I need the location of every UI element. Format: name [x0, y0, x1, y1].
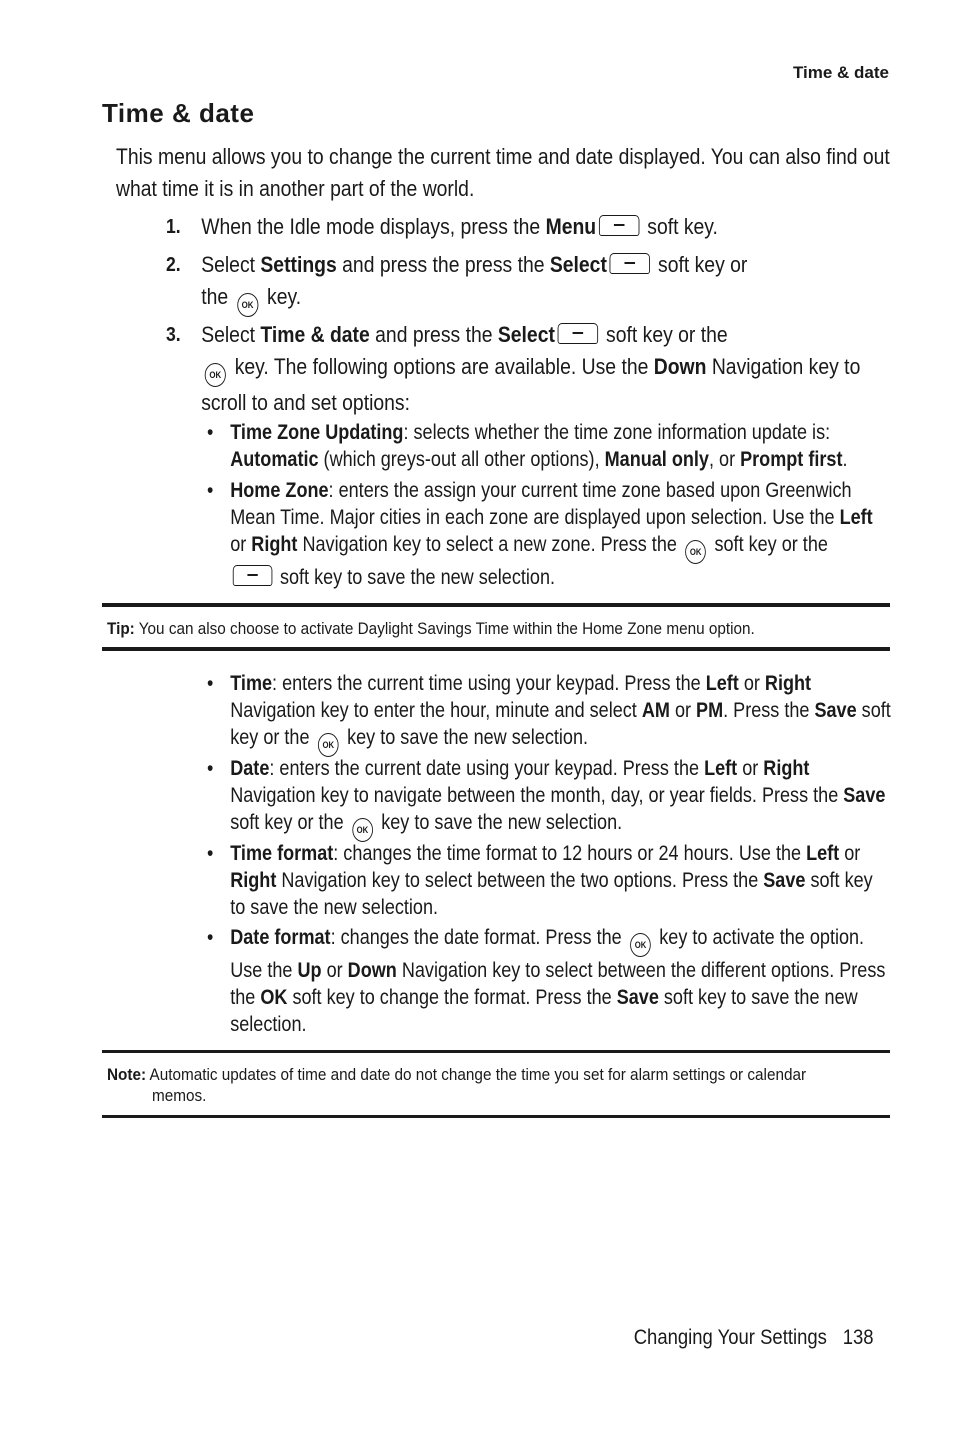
text: Navigation key to enter the hour, minute and select	[230, 699, 642, 722]
bullet-dot: •	[207, 479, 214, 502]
text: and press the	[369, 322, 498, 347]
step-number: 2.	[166, 254, 181, 276]
option-label: Date	[230, 757, 270, 780]
text-bold: Right	[764, 672, 812, 695]
down-label: Down	[653, 354, 707, 379]
page-number: 138	[843, 1326, 874, 1349]
text: When the Idle mode displays, press the	[201, 214, 546, 239]
text: soft key to change the format. Press the	[287, 986, 617, 1009]
text-bold: Save	[763, 869, 806, 892]
text: : changes the time format to 12 hours or 24 hours. Use the	[333, 842, 807, 865]
text: soft key to save the new selection.	[230, 869, 873, 919]
option-label: Home Zone	[230, 479, 329, 502]
text: or	[321, 959, 348, 982]
option-label: Time Zone Updating	[230, 421, 404, 444]
note-callout	[107, 1064, 818, 1106]
text-bold: Down	[347, 959, 397, 982]
tip-top-rule	[102, 603, 890, 607]
bullet-text	[230, 840, 892, 921]
text: or	[230, 533, 252, 556]
note-label: Note:	[107, 1065, 147, 1084]
select-label: Select	[497, 322, 555, 347]
text: or	[839, 842, 861, 865]
tip-label: Tip:	[107, 619, 135, 638]
text: Navigation key to scroll to and set options:	[201, 354, 861, 415]
text-bold: AM	[641, 699, 670, 722]
running-header: Time & date	[792, 63, 889, 82]
menu-label: Menu	[545, 214, 597, 239]
text: Navigation key to navigate between the month, day, or year fields. Press the	[230, 784, 844, 807]
text-bold: Save	[616, 986, 659, 1009]
text: : enters the assign your current time zone based upon Greenwich Mean Time. Major cities in each zone are displayed upon selection. Use the	[230, 479, 852, 529]
ok-key-icon: OK	[318, 733, 339, 757]
step-text	[201, 319, 887, 419]
intro-paragraph: This menu allows you to change the current time and date displayed. You can also find out what time it is in another part of the world.	[116, 144, 890, 201]
time-date-label: Time & date	[260, 322, 370, 347]
soft-key-icon	[610, 253, 650, 274]
text: soft key or the	[230, 699, 891, 749]
option-label: Time	[230, 672, 273, 695]
select-label: Select	[549, 252, 607, 277]
text-bold: Prompt first	[740, 448, 843, 471]
text: key. The following options are available. Use the	[229, 354, 654, 379]
bullet-text	[230, 419, 892, 473]
text: soft key or	[652, 252, 748, 277]
text-bold: Save	[843, 784, 886, 807]
note-top-rule	[102, 1050, 890, 1053]
text: Navigation key to select between the different options. Press the	[230, 959, 886, 1009]
ok-key-icon: OK	[630, 933, 651, 957]
bullet-text	[230, 670, 892, 757]
text: key to activate the option. Use the	[230, 926, 865, 982]
ok-key-icon: OK	[685, 540, 706, 564]
text-bold: Save	[814, 699, 857, 722]
bullet-text	[230, 924, 892, 1038]
text: key to save the new selection.	[376, 811, 623, 834]
note-text: memos.	[152, 1086, 207, 1105]
soft-key-icon	[599, 215, 639, 236]
text: Navigation key to select a new zone. Press the	[297, 533, 682, 556]
soft-key-icon	[233, 565, 273, 586]
bullet-dot: •	[207, 926, 214, 949]
text-bold: PM	[696, 699, 724, 722]
bullet-dot: •	[207, 421, 214, 444]
text: the	[201, 284, 234, 309]
ok-key-icon: OK	[205, 363, 226, 387]
tip-callout	[107, 618, 818, 639]
text-bold: Right	[763, 757, 810, 780]
text: (which greys-out all other options),	[318, 448, 605, 471]
text: Select	[201, 252, 261, 277]
text: key.	[261, 284, 302, 309]
text: , or	[708, 448, 741, 471]
text-bold: Left	[806, 842, 840, 865]
text: soft key or the	[600, 322, 728, 347]
bullet-dot: •	[207, 842, 214, 865]
step-text	[201, 211, 887, 243]
step-number: 3.	[166, 324, 181, 346]
text-bold: OK	[260, 986, 288, 1009]
bullet-dot: •	[207, 757, 214, 780]
tip-bottom-rule	[102, 647, 890, 651]
step-number: 1.	[166, 216, 181, 238]
text-bold: Left	[704, 757, 738, 780]
text: : enters the current time using your keypad. Press the	[272, 672, 706, 695]
section-title: Time & date	[102, 98, 255, 128]
bullet-dot: •	[207, 672, 214, 695]
bullet-text	[230, 755, 892, 842]
text: key to save the new selection.	[342, 726, 589, 749]
option-label: Date format	[230, 926, 331, 949]
text: soft key to save the new selection.	[230, 986, 858, 1036]
text-bold: Right	[230, 869, 277, 892]
chapter-title: Changing Your Settings	[634, 1326, 828, 1349]
text: or	[669, 699, 697, 722]
text: soft key or the	[709, 533, 828, 556]
tip-text: You can also choose to activate Daylight Savings Time within the Home Zone menu option.	[134, 619, 755, 638]
step-text	[201, 249, 887, 317]
text-bold: Right	[251, 533, 298, 556]
ok-key-icon: OK	[237, 293, 258, 317]
text: : changes the date format. Press the	[330, 926, 627, 949]
text: or	[737, 757, 764, 780]
text-bold: Automatic	[230, 448, 319, 471]
bullet-text	[230, 477, 892, 591]
text-bold: Up	[297, 959, 322, 982]
text: soft key.	[641, 214, 718, 239]
text: soft key or the	[230, 811, 349, 834]
ok-key-icon: OK	[352, 818, 373, 842]
text: and press the press the	[336, 252, 550, 277]
soft-key-icon	[558, 323, 598, 344]
text: . Press the	[723, 699, 815, 722]
text: .	[842, 448, 848, 471]
text: soft key to save the new selection.	[274, 566, 556, 589]
option-label: Time format	[230, 842, 334, 865]
note-text: Automatic updates of time and date do not change the time you set for alarm settings or calendar	[146, 1065, 807, 1084]
text: : enters the current date using your keypad. Press the	[269, 757, 705, 780]
text: : selects whether the time zone information update is:	[403, 421, 831, 444]
settings-label: Settings	[260, 252, 337, 277]
text-bold: Manual only	[604, 448, 709, 471]
text-bold: Left	[705, 672, 739, 695]
page-footer	[634, 1326, 874, 1350]
text: or	[738, 672, 765, 695]
text: Select	[201, 322, 261, 347]
text-bold: Left	[839, 506, 873, 529]
text: Navigation key to select between the two options. Press the	[276, 869, 764, 892]
note-bottom-rule	[102, 1115, 890, 1118]
